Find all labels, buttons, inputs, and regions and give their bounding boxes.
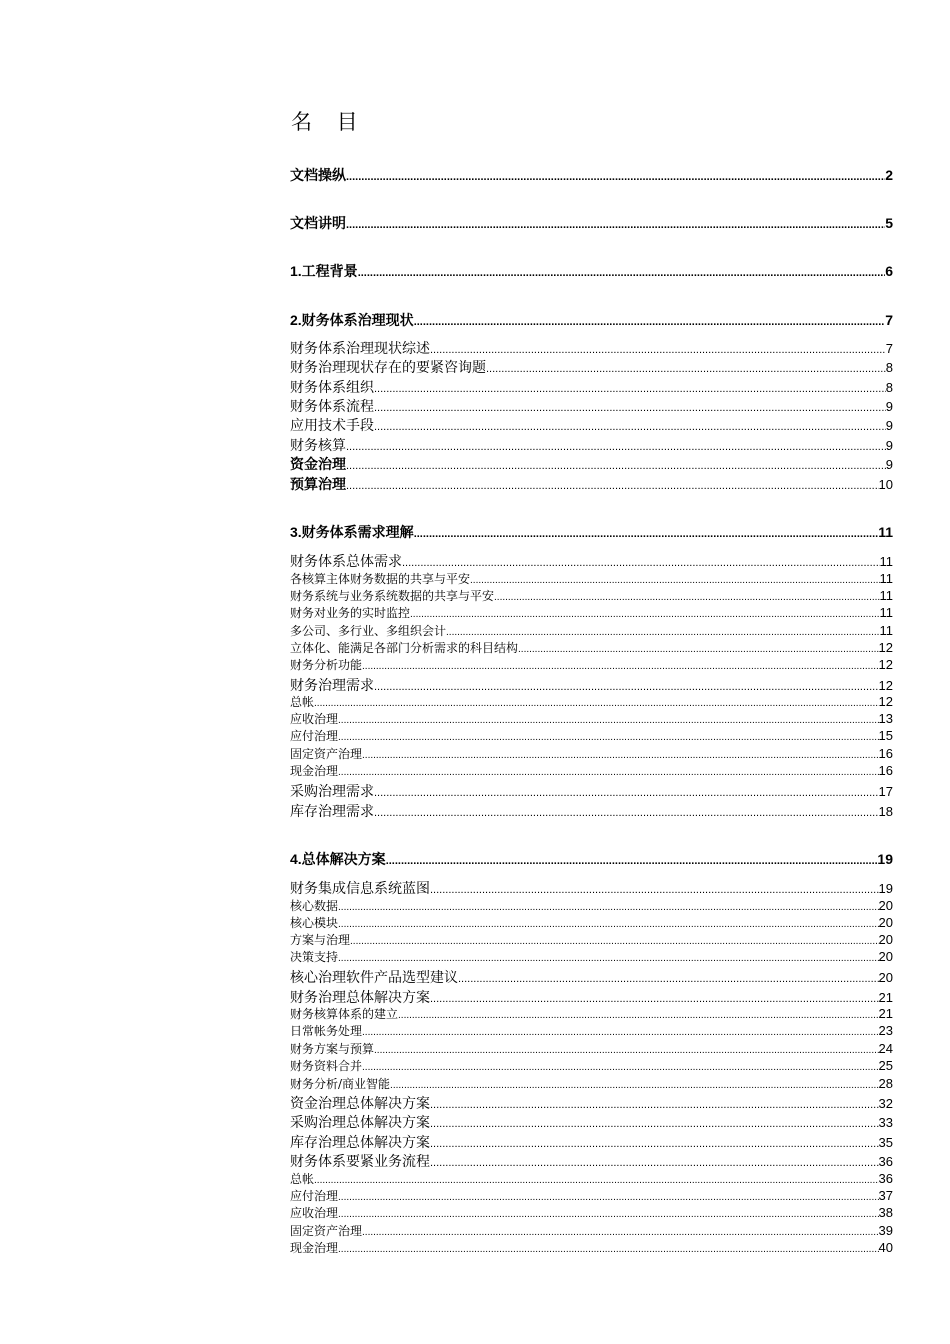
- toc-dot-leader: [494, 592, 879, 603]
- toc-entry[interactable]: [290, 656, 893, 673]
- toc-entry[interactable]: [290, 1022, 893, 1039]
- toc-dot-leader: [338, 902, 879, 913]
- toc-entry[interactable]: [290, 1075, 893, 1092]
- toc-entry-label: 财务治理需求: [290, 678, 374, 694]
- toc-entry-label: 资金治理: [290, 457, 346, 473]
- toc-entry[interactable]: [290, 1151, 893, 1171]
- toc-entry-label: 库存治理需求: [290, 804, 374, 820]
- toc-entry-label: 多公司、多行业、多组织会计: [290, 624, 447, 638]
- toc-entry[interactable]: [290, 454, 893, 474]
- toc-page-number: 33: [878, 1115, 893, 1130]
- toc-dot-leader: [374, 383, 886, 395]
- toc-entry[interactable]: [290, 522, 893, 542]
- toc-page-number: 7: [885, 341, 893, 356]
- toc-dot-leader: [374, 807, 879, 819]
- toc-entry[interactable]: [290, 396, 893, 416]
- toc-page-number: 16: [878, 746, 893, 761]
- toc-entry[interactable]: [290, 781, 893, 801]
- toc-entry-label: 财务系统与业务系统数据的共享与平安: [290, 589, 495, 603]
- toc-entry-label: 预算治理: [290, 477, 346, 493]
- toc-page-number: 20: [878, 915, 893, 930]
- toc-page-number: 25: [878, 1058, 893, 1073]
- toc-entry[interactable]: [290, 878, 893, 898]
- toc-dot-leader: [350, 936, 879, 947]
- toc-entry-label: 总帐: [290, 1172, 315, 1186]
- toc-page: [290, 0, 893, 1344]
- toc-entry[interactable]: [290, 1057, 893, 1074]
- toc-dot-leader: [374, 681, 879, 693]
- toc-entry-label: 财务分析功能: [290, 658, 363, 672]
- toc-dot-leader: [446, 627, 879, 638]
- toc-page-number: 13: [878, 711, 893, 726]
- toc-entry[interactable]: [290, 727, 893, 744]
- toc-entry[interactable]: [290, 1204, 893, 1221]
- toc-dot-leader: [338, 732, 879, 743]
- toc-page-number: 15: [878, 728, 893, 743]
- toc-page-number: 8: [885, 380, 893, 395]
- toc-entry-label: 财务集成信息系统蓝图: [290, 881, 430, 897]
- toc-dot-leader: [414, 528, 879, 540]
- toc-entry[interactable]: [290, 1187, 893, 1204]
- toc-entry[interactable]: [290, 622, 893, 639]
- toc-page-number: 36: [878, 1154, 893, 1169]
- toc-entry-label: 2.财务体系治理现状: [290, 312, 414, 328]
- toc-page-number: 39: [878, 1223, 893, 1238]
- toc-dot-leader: [338, 919, 879, 930]
- toc-entry[interactable]: [290, 1132, 893, 1152]
- toc-page-number: 38: [878, 1205, 893, 1220]
- toc-page-number: 9: [885, 438, 893, 453]
- toc-page-number: 12: [878, 694, 893, 709]
- toc-page-number: 2: [885, 167, 893, 183]
- toc-page-number: 20: [878, 898, 893, 913]
- toc-entry-label: 财务核算体系的建立: [290, 1007, 399, 1021]
- toc-page-number: 20: [878, 970, 893, 985]
- toc-entry-label: 应收治理: [290, 712, 339, 726]
- toc-entry[interactable]: [290, 310, 893, 330]
- toc-entry[interactable]: [290, 1112, 893, 1132]
- toc-page-number: 11: [879, 554, 893, 569]
- toc-entry[interactable]: [290, 762, 893, 779]
- toc-entry-label: 财务核算: [290, 438, 346, 454]
- toc-dot-leader: [430, 344, 886, 356]
- toc-entry-label: 库存治理总体解决方案: [290, 1135, 430, 1151]
- toc-title: 名 目: [291, 110, 367, 134]
- toc-entry[interactable]: [290, 987, 893, 1007]
- toc-entry[interactable]: [290, 213, 893, 233]
- toc-dot-leader: [386, 855, 878, 867]
- toc-entry[interactable]: [290, 1170, 893, 1187]
- toc-dot-leader: [518, 644, 879, 655]
- toc-entry-label: 各核算主体财务数据的共享与平安: [290, 572, 471, 586]
- toc-entry[interactable]: [290, 914, 893, 931]
- toc-dot-leader: [362, 1062, 879, 1073]
- toc-entry-label: 决策支持: [290, 950, 339, 964]
- toc-entry[interactable]: [290, 1239, 893, 1256]
- toc-dot-leader: [374, 402, 886, 414]
- toc-entry-label: 方案与治理: [290, 933, 351, 947]
- toc-entry-label: 应用技术手段: [290, 418, 374, 434]
- toc-dot-leader: [430, 884, 879, 896]
- toc-entry[interactable]: [290, 1093, 893, 1113]
- toc-dot-leader: [430, 1118, 879, 1130]
- toc-entry[interactable]: [290, 338, 893, 358]
- toc-entry-label: 日常帐务处理: [290, 1024, 363, 1038]
- toc-page-number: 10: [878, 477, 893, 492]
- toc-page-number: 9: [885, 399, 893, 414]
- toc-page-number: 17: [878, 784, 893, 799]
- toc-entry-label: 财务对业务的实时监控: [290, 606, 411, 620]
- toc-entry-label: 资金治理总体解决方案: [290, 1096, 430, 1112]
- toc-entry-label: 文档操纵: [290, 167, 346, 183]
- toc-entry-label: 财务体系要紧业务流程: [290, 1154, 430, 1170]
- toc-dot-leader: [362, 661, 879, 672]
- toc-dot-leader: [346, 171, 885, 183]
- toc-dot-leader: [346, 219, 885, 231]
- toc-dot-leader: [358, 267, 886, 279]
- toc-dot-leader: [338, 767, 879, 778]
- toc-entry-label: 财务方案与预算: [290, 1042, 375, 1056]
- toc-page-number: 20: [878, 949, 893, 964]
- toc-page-number: 37: [878, 1188, 893, 1203]
- toc-dot-leader: [362, 1227, 879, 1238]
- toc-entry-label: 采购治理需求: [290, 784, 374, 800]
- toc-page-number: 5: [885, 215, 893, 231]
- toc-page-number: 12: [878, 678, 893, 693]
- toc-dot-leader: [338, 1209, 879, 1220]
- toc-dot-leader: [486, 363, 886, 375]
- toc-entry-label: 现金治理: [290, 1241, 339, 1255]
- toc-entry[interactable]: [290, 710, 893, 727]
- toc-page-number: 19: [877, 851, 893, 867]
- toc-entry[interactable]: [290, 435, 893, 455]
- toc-entry-label: 财务体系总体需求: [290, 554, 402, 570]
- toc-entry-label: 固定资产治理: [290, 1224, 363, 1238]
- toc-entry-label: 4.总体解决方案: [290, 851, 386, 867]
- toc-page-number: 18: [878, 804, 893, 819]
- toc-entry-label: 1.工程背景: [290, 263, 358, 279]
- toc-page-number: 11: [879, 623, 893, 638]
- toc-entry[interactable]: [290, 551, 893, 571]
- toc-entry-label: 核心治理软件产品选型建议: [290, 970, 458, 986]
- toc-page-number: 19: [878, 881, 893, 896]
- toc-entry-label: 立体化、能满足各部门分析需求的科目结构: [290, 641, 519, 655]
- toc-page-number: 28: [878, 1076, 893, 1091]
- toc-entry[interactable]: [290, 1005, 893, 1022]
- toc-page-number: 20: [878, 932, 893, 947]
- toc-entry-label: 3.财务体系需求理解: [290, 524, 414, 540]
- toc-entry-label: 核心模块: [290, 916, 339, 930]
- toc-page-number: 11: [879, 605, 893, 620]
- toc-entry-label: 财务治理现状存在的要紧咨询题: [290, 360, 486, 376]
- toc-entry[interactable]: [290, 948, 893, 965]
- toc-page-number: 16: [878, 763, 893, 778]
- toc-page-number: 6: [885, 263, 893, 279]
- toc-page-number: 11: [879, 571, 893, 586]
- toc-page-number: 8: [885, 360, 893, 375]
- toc-page-number: 11: [878, 524, 893, 540]
- toc-dot-leader: [362, 750, 879, 761]
- toc-page-number: 35: [878, 1135, 893, 1150]
- toc-entry-label: 现金治理: [290, 764, 339, 778]
- toc-page-number: 12: [878, 657, 893, 672]
- toc-entry-label: 应收治理: [290, 1206, 339, 1220]
- toc-page-number: 24: [878, 1041, 893, 1056]
- toc-entry[interactable]: [290, 967, 893, 987]
- toc-entry-label: 核心数据: [290, 899, 339, 913]
- toc-dot-leader: [430, 1157, 879, 1169]
- toc-page-number: 36: [878, 1171, 893, 1186]
- toc-dot-leader: [338, 715, 879, 726]
- toc-dot-leader: [362, 1027, 879, 1038]
- toc-page-number: 11: [879, 588, 893, 603]
- toc-entry[interactable]: [290, 261, 893, 281]
- toc-entry[interactable]: [290, 931, 893, 948]
- toc-entry[interactable]: [290, 415, 893, 435]
- toc-dot-leader: [374, 787, 879, 799]
- toc-entry-label: 固定资产治理: [290, 747, 363, 761]
- toc-entry-label: 财务治理总体解决方案: [290, 990, 430, 1006]
- toc-dot-leader: [346, 441, 886, 453]
- toc-entry-label: 财务体系治理现状综述: [290, 341, 430, 357]
- toc-page-number: 9: [885, 457, 893, 472]
- toc-entry[interactable]: [290, 357, 893, 377]
- toc-entry[interactable]: [290, 165, 893, 185]
- toc-dot-leader: [430, 1099, 879, 1111]
- toc-dot-leader: [398, 1010, 879, 1021]
- toc-entry[interactable]: [290, 639, 893, 656]
- toc-dot-leader: [430, 993, 879, 1005]
- toc-dot-leader: [314, 1175, 879, 1186]
- toc-entry[interactable]: [290, 849, 893, 869]
- toc-page-number: 21: [878, 990, 893, 1005]
- toc-dot-leader: [402, 557, 880, 569]
- toc-entry[interactable]: [290, 897, 893, 914]
- toc-entry[interactable]: [290, 675, 893, 695]
- toc-entry[interactable]: [290, 570, 893, 587]
- toc-entry[interactable]: [290, 1222, 893, 1239]
- toc-dot-leader: [314, 698, 879, 709]
- toc-entry[interactable]: [290, 377, 893, 397]
- toc-dot-leader: [338, 1244, 879, 1255]
- toc-dot-leader: [374, 1045, 879, 1056]
- toc-entry-label: 应付治理: [290, 1189, 339, 1203]
- toc-entry[interactable]: [290, 801, 893, 821]
- toc-page-number: 7: [885, 312, 893, 328]
- toc-entry[interactable]: [290, 604, 893, 621]
- toc-page-number: 9: [885, 418, 893, 433]
- toc-dot-leader: [410, 609, 879, 620]
- toc-entry-label: 财务体系组织: [290, 380, 374, 396]
- toc-entry-label: 采购治理总体解决方案: [290, 1115, 430, 1131]
- toc-dot-leader: [414, 316, 886, 328]
- toc-entry-label: 应付治理: [290, 729, 339, 743]
- toc-page-number: 40: [878, 1240, 893, 1255]
- toc-page-number: 32: [878, 1096, 893, 1111]
- toc-dot-leader: [390, 1080, 878, 1091]
- toc-entry[interactable]: [290, 1040, 893, 1057]
- toc-dot-leader: [374, 421, 886, 433]
- toc-page-number: 12: [878, 640, 893, 655]
- toc-dot-leader: [338, 953, 879, 964]
- toc-dot-leader: [346, 460, 886, 472]
- toc-entry[interactable]: [290, 474, 893, 494]
- toc-dot-leader: [458, 973, 879, 985]
- toc-entry-label: 总帐: [290, 695, 315, 709]
- toc-dot-leader: [346, 480, 879, 492]
- toc-page-number: 23: [878, 1023, 893, 1038]
- toc-entry-label: 财务资料合并: [290, 1059, 363, 1073]
- toc-entry[interactable]: [290, 587, 893, 604]
- toc-dot-leader: [470, 575, 879, 586]
- toc-entry[interactable]: [290, 693, 893, 710]
- toc-entry-label: 财务分析/商业智能: [290, 1077, 391, 1091]
- toc-entry-label: 财务体系流程: [290, 399, 374, 415]
- toc-entry[interactable]: [290, 745, 893, 762]
- toc-dot-leader: [338, 1192, 879, 1203]
- toc-dot-leader: [430, 1138, 879, 1150]
- toc-entry-label: 文档讲明: [290, 215, 346, 231]
- toc-page-number: 21: [878, 1006, 893, 1021]
